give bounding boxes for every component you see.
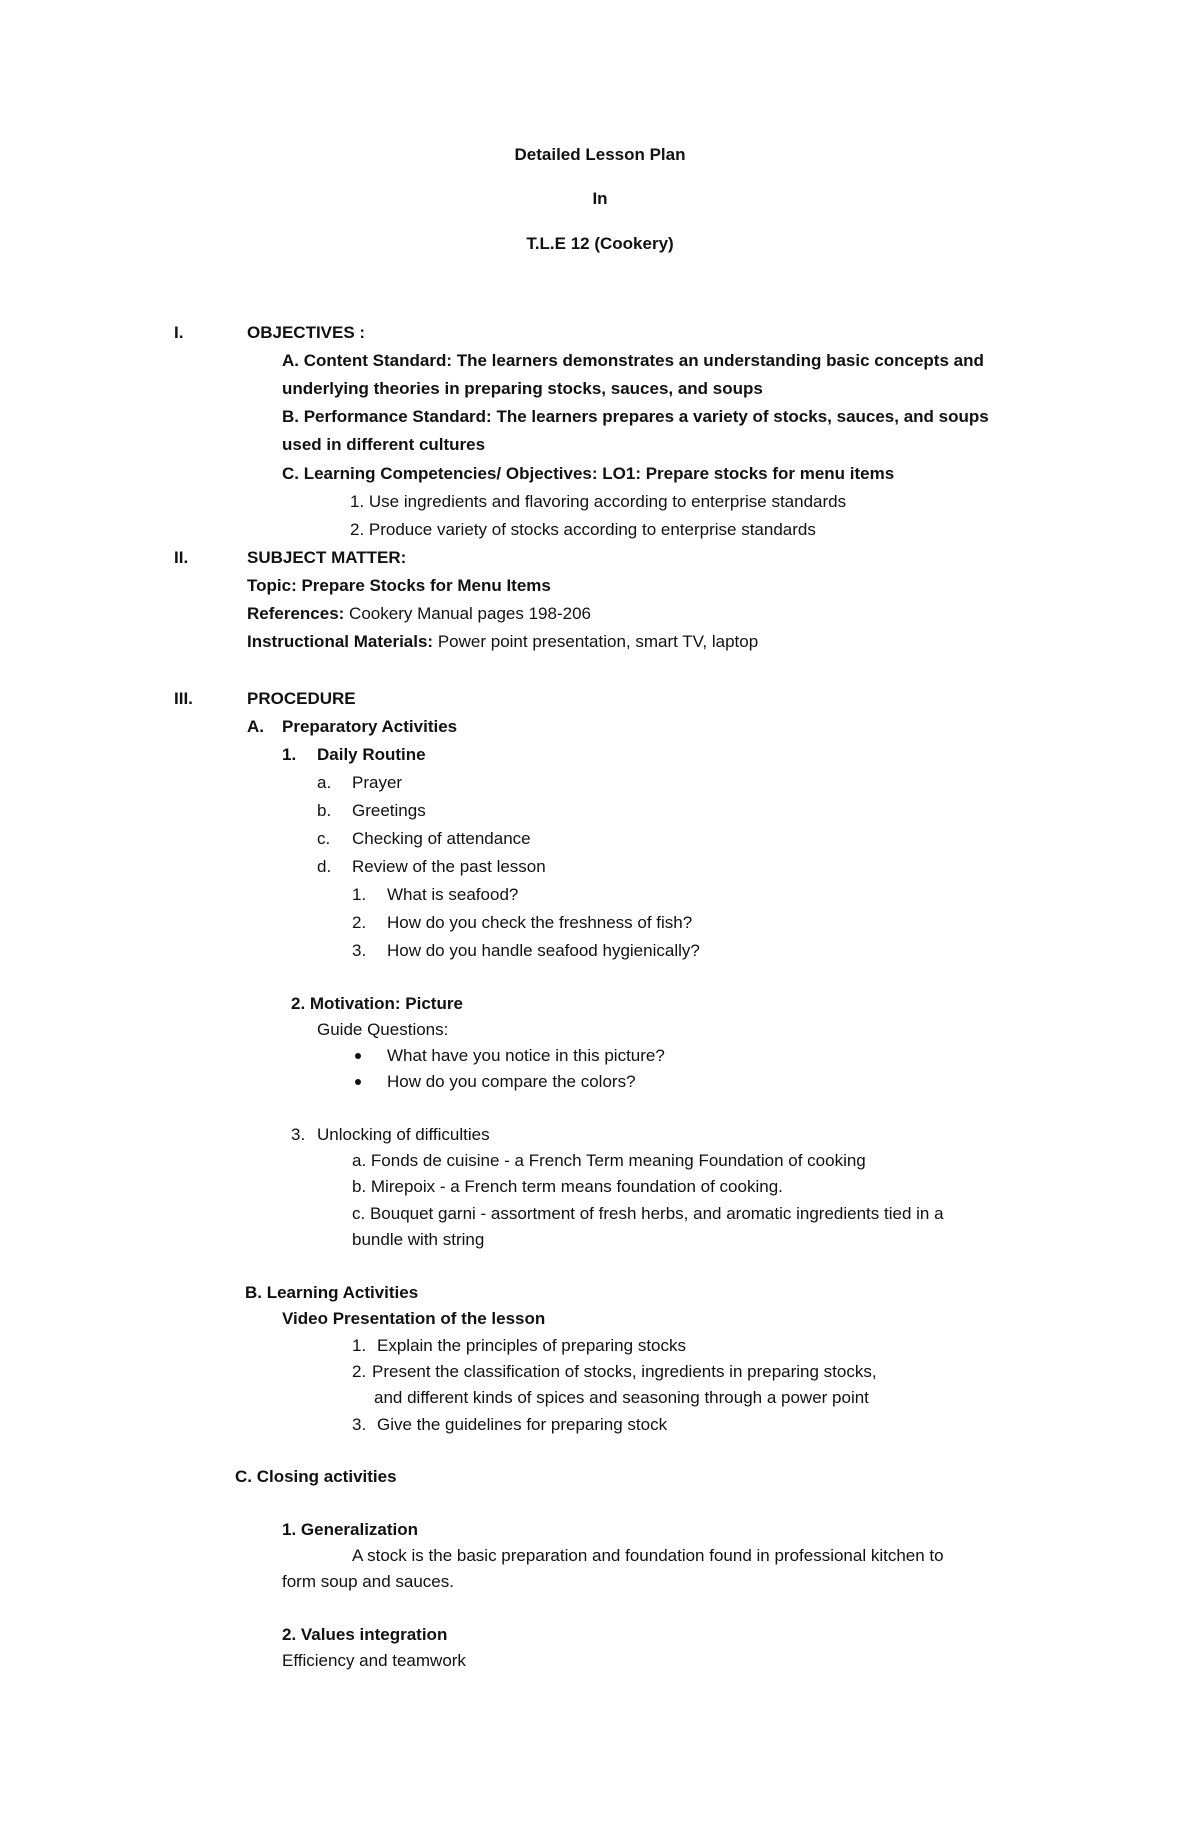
instructional-materials-line (247, 631, 758, 653)
learning-marker-2: 2. (352, 1362, 367, 1381)
generalization-text-line-2: form soup and sauces. (282, 1572, 454, 1591)
generalization-label: 1. Generalization (282, 1520, 419, 1539)
learning-item-2-line-1: Present the classification of stocks, ingredients in preparing stocks, (372, 1362, 877, 1381)
closing-activities-heading: C. Closing activities (235, 1467, 397, 1486)
instructional-materials-label: Instructional Materials: (247, 632, 434, 651)
routine-marker-c: c. (317, 829, 331, 848)
title-line-3: T.L.E 12 (Cookery) (526, 234, 674, 253)
daily-routine-label: Daily Routine (317, 745, 426, 764)
term-mirepoix: b. Mirepoix - a French term means foundation of cooking. (352, 1177, 783, 1196)
routine-marker-b: b. (317, 801, 332, 820)
values-integration-label: 2. Values integration (282, 1625, 448, 1644)
term-fonds-de-cuisine: a. Fonds de cuisine - a French Term meaning Foundation of cooking (352, 1151, 866, 1170)
routine-marker-d: d. (317, 857, 332, 876)
references-line (247, 603, 591, 625)
content-standard-line-1: A. Content Standard: The learners demonstrates an understanding basic concepts and (282, 351, 984, 370)
term-bouquet-garni-line-2: bundle with string (352, 1230, 485, 1249)
bullet-icon (355, 1053, 361, 1059)
daily-routine-marker: 1. (282, 745, 297, 764)
term-bouquet-garni-line-1: c. Bouquet garni - assortment of fresh herbs, and aromatic ingredients tied in a (352, 1204, 944, 1223)
learning-marker-1: 1. (352, 1336, 367, 1355)
learning-item-2-line-2: and different kinds of spices and seasoning through a power point (374, 1388, 869, 1407)
prep-marker: A. (247, 717, 264, 736)
learning-marker-3: 3. (352, 1415, 367, 1434)
learning-item-3: Give the guidelines for preparing stock (377, 1415, 668, 1434)
motivation-label: 2. Motivation: Picture (291, 994, 463, 1013)
guide-question-2: How do you compare the colors? (387, 1072, 636, 1091)
topic-line: Topic: Prepare Stocks for Menu Items (247, 576, 551, 595)
routine-item-review: Review of the past lesson (352, 857, 546, 876)
instructional-materials-value: Power point presentation, smart TV, laptop (433, 632, 759, 651)
review-marker-1: 1. (352, 885, 367, 904)
learning-activities-heading: B. Learning Activities (245, 1283, 419, 1302)
routine-item-attendance: Checking of attendance (352, 829, 531, 848)
section-numeral-iii: III. (174, 689, 193, 708)
bullet-icon (355, 1079, 361, 1085)
title-line-1: Detailed Lesson Plan (514, 145, 686, 164)
guide-question-1: What have you notice in this picture? (387, 1046, 665, 1065)
values-integration-text: Efficiency and teamwork (282, 1651, 466, 1670)
review-question-1: What is seafood? (387, 885, 519, 904)
review-marker-2: 2. (352, 913, 367, 932)
performance-standard-line-1: B. Performance Standard: The learners prepares a variety of stocks, sauces, and soups (282, 407, 989, 426)
generalization-text-line-1: A stock is the basic preparation and foundation found in professional kitchen to (352, 1546, 944, 1565)
references-value: Cookery Manual pages 198-206 (344, 604, 591, 623)
unlocking-label: Unlocking of difficulties (317, 1125, 490, 1144)
references-label: References: (247, 604, 345, 623)
prep-activities-label: Preparatory Activities (282, 717, 458, 736)
objectives-heading: OBJECTIVES : (247, 323, 366, 342)
unlocking-marker: 3. (291, 1125, 306, 1144)
routine-item-greetings: Greetings (352, 801, 426, 820)
section-numeral-i: I. (174, 323, 184, 342)
review-question-3: How do you handle seafood hygienically? (387, 941, 700, 960)
content-standard-line-2: underlying theories in preparing stocks, sauces, and soups (282, 379, 763, 398)
learning-item-1: Explain the principles of preparing stocks (377, 1336, 686, 1355)
review-marker-3: 3. (352, 941, 367, 960)
competency-item-2: 2. Produce variety of stocks according to enterprise standards (350, 520, 816, 539)
procedure-heading: PROCEDURE (247, 689, 356, 708)
subject-matter-heading: SUBJECT MATTER: (247, 548, 407, 567)
title-line-2: In (592, 189, 608, 208)
review-question-2: How do you check the freshness of fish? (387, 913, 693, 932)
guide-questions-label: Guide Questions: (317, 1020, 449, 1039)
performance-standard-line-2: used in different cultures (282, 435, 486, 454)
video-presentation-label: Video Presentation of the lesson (282, 1309, 546, 1328)
routine-item-prayer: Prayer (352, 773, 403, 792)
learning-competencies-line: C. Learning Competencies/ Objectives: LO1: Prepare stocks for menu items (282, 464, 895, 483)
competency-item-1: 1. Use ingredients and flavoring according to enterprise standards (350, 492, 847, 511)
routine-marker-a: a. (317, 773, 332, 792)
section-numeral-ii: II. (174, 548, 189, 567)
